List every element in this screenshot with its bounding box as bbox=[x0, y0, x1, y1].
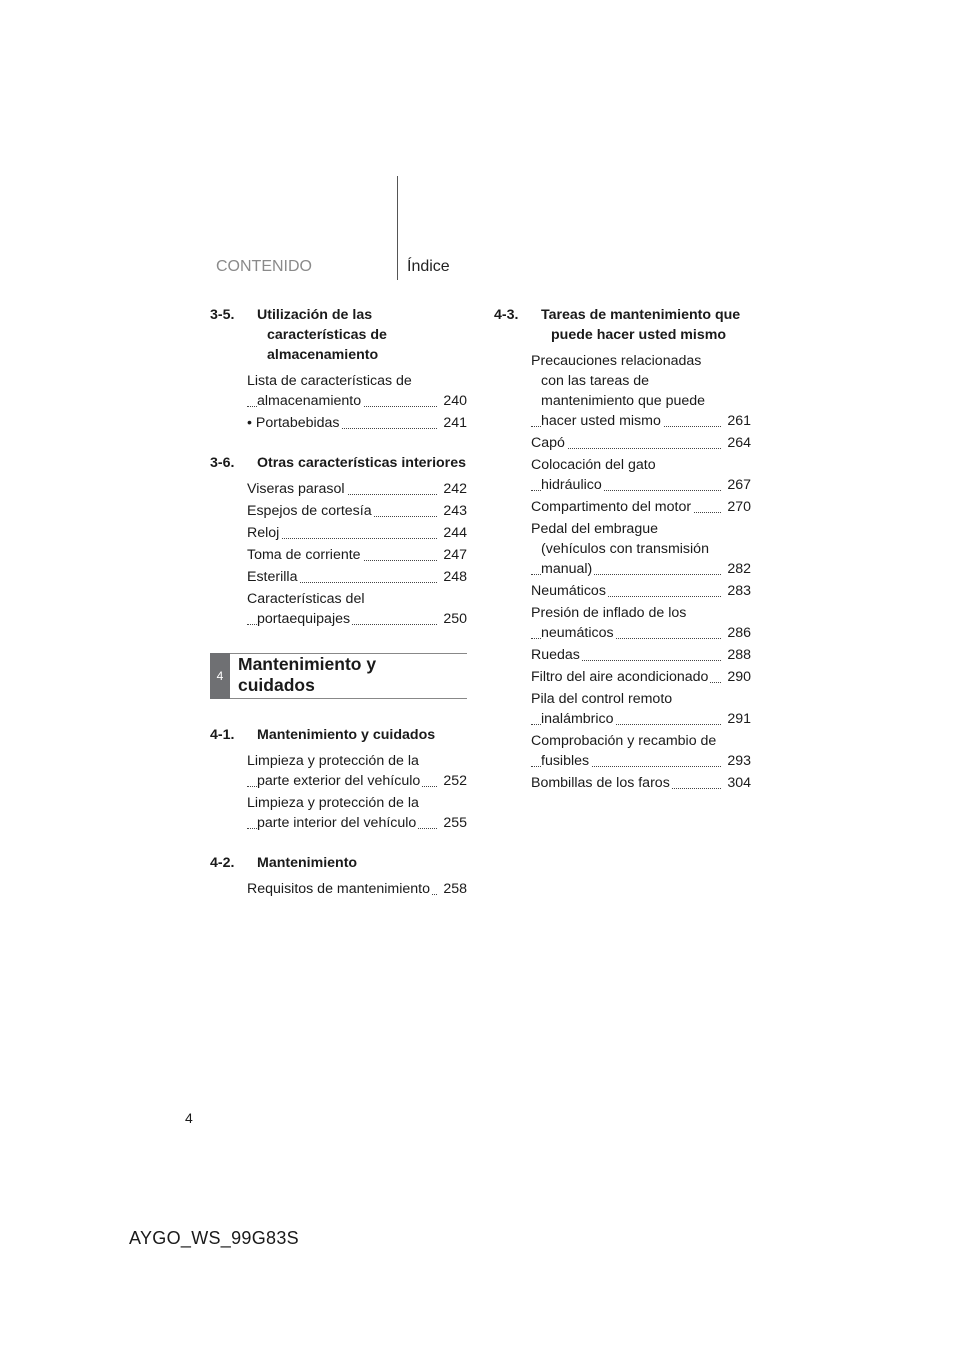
toc-entry-label: Lista de características de almacenamiento bbox=[247, 373, 412, 409]
toc-entry-page: 286 bbox=[723, 623, 751, 643]
toc-entry[interactable] bbox=[531, 351, 751, 431]
toc-right-column bbox=[494, 305, 751, 795]
section-title: Mantenimiento bbox=[257, 855, 358, 871]
toc-entry-page: 248 bbox=[439, 567, 467, 587]
toc-entry[interactable] bbox=[531, 455, 751, 495]
toc-entry[interactable] bbox=[531, 497, 751, 517]
section-title: Mantenimiento y cuidados bbox=[257, 727, 436, 743]
toc-entry-page: 282 bbox=[723, 559, 751, 579]
toc-entry[interactable] bbox=[531, 689, 751, 729]
toc-entry-page: 243 bbox=[439, 501, 467, 521]
toc-entry-page: 247 bbox=[439, 545, 467, 565]
page-number: 4 bbox=[185, 1110, 193, 1126]
toc-entry[interactable] bbox=[531, 581, 751, 601]
toc-entry-label: Pedal del embrague (vehículos con transmisión manual) bbox=[531, 521, 709, 577]
toc-entry[interactable] bbox=[247, 413, 467, 433]
toc-entry-label: Limpieza y protección de la parte interior del vehículo bbox=[247, 795, 419, 831]
tab-indice[interactable]: Índice bbox=[407, 258, 450, 275]
toc-entry[interactable] bbox=[247, 879, 467, 899]
toc-entry[interactable] bbox=[531, 433, 751, 453]
toc-entry[interactable] bbox=[531, 603, 751, 643]
section-number: 4-3. bbox=[494, 307, 519, 323]
toc-entry-page: 293 bbox=[723, 751, 751, 771]
chapter-number-tab: 4 bbox=[210, 653, 230, 699]
toc-entry[interactable] bbox=[247, 501, 467, 521]
toc-entry-page: 244 bbox=[439, 523, 467, 543]
toc-left-column bbox=[210, 305, 467, 901]
toc-entry[interactable] bbox=[247, 567, 467, 587]
chapter-title bbox=[238, 654, 376, 696]
chapter-title-line: Mantenimiento y bbox=[238, 654, 377, 674]
section-title: Utilización de las características de almacenamiento bbox=[257, 307, 387, 363]
toc-entry-label: Limpieza y protección de la parte exterior del vehículo bbox=[247, 753, 421, 789]
toc-entry[interactable] bbox=[531, 519, 751, 579]
toc-entry-label: Presión de inflado de los neumáticos bbox=[531, 605, 687, 641]
toc-entry-label: Bombillas de los faros bbox=[531, 775, 670, 791]
toc-entry-page: 261 bbox=[723, 411, 751, 431]
toc-entry-label: Ruedas bbox=[531, 647, 580, 663]
toc-entry-label: • Portabebidas bbox=[247, 415, 340, 431]
toc-entry-label: Neumáticos bbox=[531, 583, 606, 599]
toc-entry-page: 242 bbox=[439, 479, 467, 499]
section-heading-3-5 bbox=[210, 305, 467, 365]
toc-entry-label: Toma de corriente bbox=[247, 547, 361, 563]
toc-entry-label: Colocación del gato hidráulico bbox=[531, 457, 656, 493]
toc-entry-label: Capó bbox=[531, 435, 565, 451]
toc-entry-page: 255 bbox=[439, 813, 467, 833]
toc-entry[interactable] bbox=[247, 793, 467, 833]
toc-entry[interactable] bbox=[247, 371, 467, 411]
toc-entry-label: Pila del control remoto inalámbrico bbox=[531, 691, 673, 727]
section-title: Otras características interiores bbox=[257, 455, 466, 471]
toc-entry-label: Espejos de cortesía bbox=[247, 503, 372, 519]
toc-entry-label: Filtro del aire acondicionado bbox=[531, 669, 709, 685]
toc-entry-label: Comprobación y recambio de fusibles bbox=[531, 733, 717, 769]
toc-entry-label: Esterilla bbox=[247, 569, 298, 585]
document-code: AYGO_WS_99G83S bbox=[129, 1228, 299, 1248]
header-divider bbox=[397, 176, 398, 280]
section-heading-4-1 bbox=[210, 725, 467, 745]
section-number: 4-1. bbox=[210, 727, 235, 743]
toc-entry-page: 264 bbox=[723, 433, 751, 453]
toc-entry-page: 240 bbox=[439, 391, 467, 411]
section-number: 4-2. bbox=[210, 855, 235, 871]
toc-entry[interactable] bbox=[531, 773, 751, 793]
toc-entry[interactable] bbox=[531, 645, 751, 665]
toc-entry-label: Características del portaequipajes bbox=[247, 591, 365, 627]
tab-contenido[interactable]: CONTENIDO bbox=[216, 258, 312, 275]
toc-entry-page: 258 bbox=[439, 879, 467, 899]
toc-entry-page: 267 bbox=[723, 475, 751, 495]
section-number: 3-5. bbox=[210, 307, 235, 323]
toc-entry[interactable] bbox=[531, 667, 751, 687]
toc-entry[interactable] bbox=[531, 731, 751, 771]
section-heading-4-2 bbox=[210, 853, 467, 873]
toc-entry[interactable] bbox=[247, 523, 467, 543]
toc-entry-page: 252 bbox=[439, 771, 467, 791]
section-heading-4-3 bbox=[494, 305, 751, 345]
toc-entry-label: Precauciones relacionadas con las tareas de mantenimiento que puede hacer usted mismo bbox=[531, 353, 706, 429]
toc-entry-page: 241 bbox=[439, 413, 467, 433]
chapter-heading bbox=[210, 653, 467, 699]
toc-entry-page: 304 bbox=[723, 773, 751, 793]
toc-entry-page: 290 bbox=[723, 667, 751, 687]
section-title: Tareas de mantenimiento que puede hacer usted mismo bbox=[541, 307, 741, 343]
toc-entry-page: 291 bbox=[723, 709, 751, 729]
toc-entry[interactable] bbox=[247, 479, 467, 499]
toc-entry-label: Requisitos de mantenimiento bbox=[247, 881, 430, 897]
section-heading-3-6 bbox=[210, 453, 467, 473]
toc-entry-page: 288 bbox=[723, 645, 751, 665]
section-number: 3-6. bbox=[210, 455, 235, 471]
toc-entry[interactable] bbox=[247, 545, 467, 565]
toc-entry-page: 250 bbox=[439, 609, 467, 629]
toc-entry[interactable] bbox=[247, 751, 467, 791]
toc-entry[interactable] bbox=[247, 589, 467, 629]
toc-entry-page: 283 bbox=[723, 581, 751, 601]
toc-entry-label: Compartimento del motor bbox=[531, 499, 692, 515]
chapter-title-line: cuidados bbox=[238, 675, 315, 695]
toc-entry-label: Reloj bbox=[247, 525, 280, 541]
toc-entry-label: Viseras parasol bbox=[247, 481, 345, 497]
toc-entry-page: 270 bbox=[723, 497, 751, 517]
